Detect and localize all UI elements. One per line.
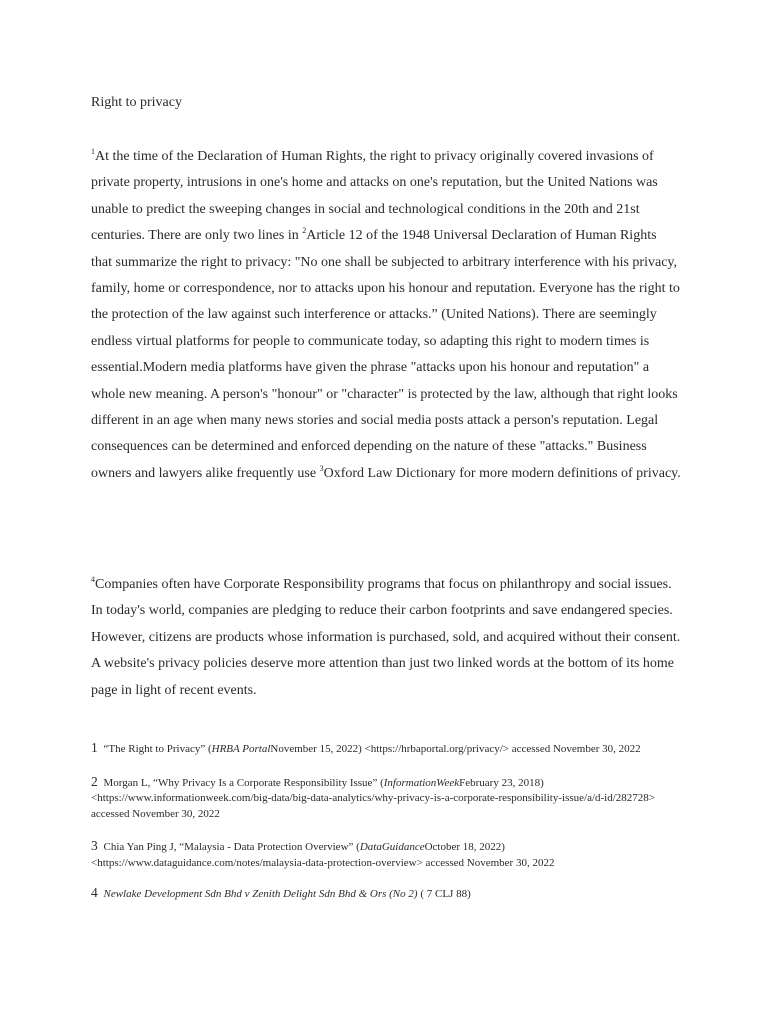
footnote-1 bbox=[91, 740, 691, 758]
paragraph-1-text-part-2: Article 12 of the 1948 Universal Declaration of Human Rights that summarize the right to privacy: "No one shall be subjected to arbitrary interference with his privacy, family, home or correspondence, nor to attacks upon his honour and reputation. Everyone has the right to the protection of the law against such interference or attacks.” (United Nations). There are seemingly endless virtual platforms for people to communicate today, so adapting this right to modern times is essential.Modern media platforms have given the phrase "attacks upon his honour and reputation" a whole new meaning. A person's "honour" or "character" is protected by the law, although that right looks different in an age when many news stories and social media posts attack a person's reputation. Legal consequences can be determined and enforced depending on the nature of these "attacks." Business owners and lawyers alike frequently use bbox=[91, 228, 680, 481]
footnote-text-after: ( 7 CLJ 88) bbox=[417, 888, 471, 900]
footnote-number: 3 bbox=[91, 838, 98, 853]
footnote-text-after: November 15, 2022) <https://hrbaportal.org/privacy/> accessed November 30, 2022 bbox=[270, 743, 641, 755]
footnote-number: 1 bbox=[91, 740, 98, 755]
footnote-text-before: “The Right to Privacy” ( bbox=[103, 743, 212, 755]
footnote-case-name-italic: Newlake Development Sdn Bhd v Zenith Delight Sdn Bhd & Ors (No 2) bbox=[103, 888, 418, 900]
footnote-marker-1: 1 bbox=[91, 147, 95, 156]
footnote-3 bbox=[91, 838, 691, 871]
footnote-number: 4 bbox=[91, 885, 98, 900]
document-title: Right to privacy bbox=[91, 95, 182, 110]
footnote-source-italic: DataGuidance bbox=[359, 841, 425, 853]
footnote-4 bbox=[91, 885, 691, 903]
footnote-text-before: Morgan L, “Why Privacy Is a Corporate Responsibility Issue” ( bbox=[103, 776, 384, 789]
footnote-number: 2 bbox=[91, 773, 98, 789]
footnote-text-before: Chia Yan Ping J, “Malaysia - Data Protection Overview” ( bbox=[103, 841, 360, 853]
footnote-source-italic: HRBA Portal bbox=[211, 743, 271, 755]
footnote-source-italic: InformationWeek bbox=[383, 776, 460, 789]
footnote-marker-3: 3 bbox=[319, 463, 324, 473]
footnote-text-after: October 18, 2022) <https://www.dataguidance.com/notes/malaysia-data-protection-overview> accessed November 30, 2022 bbox=[91, 841, 555, 869]
footnote-marker-4: 4 bbox=[91, 575, 95, 584]
body-paragraph-1 bbox=[91, 144, 681, 487]
footnote-2 bbox=[91, 774, 691, 823]
footnotes-section bbox=[91, 740, 691, 919]
footnote-marker-2: 2 bbox=[302, 226, 307, 236]
body-paragraph-2 bbox=[91, 572, 681, 704]
paragraph-2-text: Companies often have Corporate Responsibility programs that focus on philanthropy and social issues. In today's world, companies are pledging to reduce their carbon footprints and save endangered species. However, citizens are products whose information is purchased, sold, and acquired without their consent. A website's privacy policies deserve more attention than just two linked words at the bottom of its home page in light of recent events. bbox=[91, 577, 681, 698]
paragraph-1-text-part-3: Oxford Law Dictionary for more modern definitions of privacy. bbox=[323, 465, 681, 481]
paragraph-1-text-part-1: At the time of the Declaration of Human Rights, the right to privacy originally covered invasions of private property, intrusions in one's home and attacks on one's reputation, but the United Nations was unable to predict the sweeping changes in social and technological conditions in the 20th and 21st centuries. There are only two lines in bbox=[91, 149, 658, 244]
footnote-text-after: February 23, 2018) <https://www.informationweek.com/big-data/big-data-analytics/why-privacy-is-a-corporate-responsibility-issue/a/d-id/282728> accessed November 30, 2022 bbox=[91, 776, 655, 820]
